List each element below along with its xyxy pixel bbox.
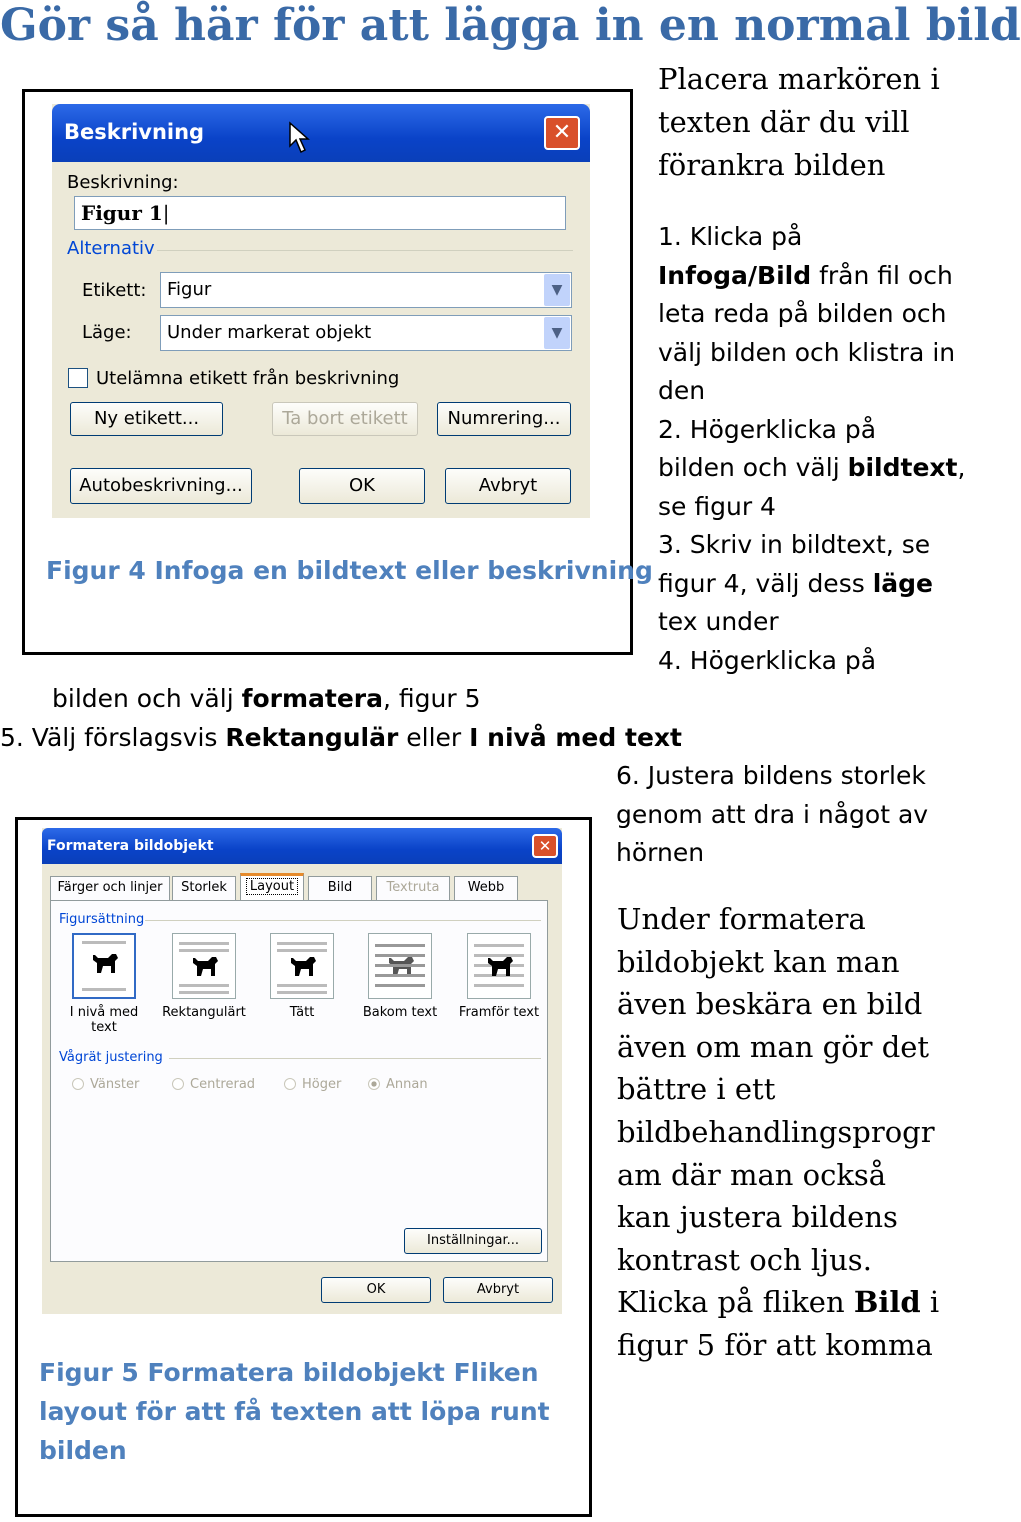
crop-line: bildobjekt kan man [617,944,900,979]
wrap-option-behind[interactable] [355,933,445,1020]
step-text: figur 4, välj dess [658,568,873,598]
behind-text-icon [368,933,432,999]
step-6-line: hörnen [616,838,705,867]
settings-button[interactable]: Inställningar... [404,1228,542,1254]
label-select-value: Figur [167,279,212,300]
tab-picture[interactable]: Bild [308,876,372,900]
keyword: I nivå med text [469,723,682,752]
step-4-line: 4. Högerklicka på [658,645,877,675]
description-input[interactable]: Figur 1| [74,196,566,230]
tab-colors-and-lines[interactable]: Färger och linjer [50,876,170,900]
keyword: läge [872,568,933,598]
caption-line: Figur 5 Formatera bildobjekt Fliken [39,1358,539,1387]
crop-line: figur 5 för att komma [617,1328,933,1362]
radio-label: Annan [386,1077,428,1092]
ok-button[interactable]: OK [299,468,425,504]
step-text: , figur 5 [383,684,481,713]
position-select[interactable] [160,315,572,351]
step-text: eller [398,723,470,752]
crop-text: i [920,1285,940,1320]
wrap-option-tight[interactable] [257,933,347,1020]
radio-icon [72,1078,84,1090]
radio-label: Höger [302,1077,342,1092]
step-5-line [0,719,682,758]
step-1-line: den [658,376,706,405]
crop-text: Klicka på fliken [617,1285,854,1320]
in-front-of-text-icon [467,933,531,999]
exclude-label-checkbox[interactable] [68,368,88,388]
wrap-option-inline[interactable] [59,933,149,1035]
step-3-line [658,565,933,604]
figure-4-caption: Figur 4 Infoga en bildtext eller beskrivning [46,556,653,585]
dialog-titlebar [52,104,590,162]
page-heading: Gör så här för att lägga in en normal bild [0,0,1021,51]
options-group-label: Alternativ [67,238,155,259]
crop-line: bättre i ett [617,1072,776,1107]
tab-textbox[interactable]: Textruta [376,876,450,900]
step-1-line: 1. Klicka på [658,222,803,251]
radio-icon [368,1078,380,1090]
exclude-label-text: Utelämna etikett från beskrivning [96,368,400,389]
wrap-option-label: Framför text [458,1005,540,1020]
step-text: bilden och välj [658,453,848,482]
new-label-button[interactable]: Ny etikett... [70,402,223,436]
step-text: 5. Välj förslagsvis [0,723,226,752]
crop-line: även om man gör det [617,1029,930,1064]
keyword: formatera [241,684,383,713]
description-value: Figur 1 [81,201,163,225]
dialog-title: Beskrivning [64,120,205,144]
numbering-button[interactable]: Numrering... [437,402,571,436]
mouse-cursor-icon [288,122,310,154]
close-button[interactable]: ✕ [532,834,558,858]
keyword: bildtext [847,453,958,482]
caption-line: layout för att få texten att löpa runt [39,1397,550,1426]
tab-size[interactable]: Storlek [172,876,236,900]
step-3-line: 3. Skriv in bildtext, se [658,530,931,559]
chevron-down-icon[interactable]: ▼ [544,274,570,306]
step-1-line [658,257,953,296]
wrap-group-label: Figursättning [59,912,145,927]
step-2-line: se figur 4 [658,491,776,521]
intro-line: texten där du vill [658,105,910,139]
cancel-button[interactable]: Avbryt [445,468,571,504]
label-label: Etikett: [82,280,147,301]
intro-line: Placera markören i [658,62,940,96]
crop-line [617,1281,939,1324]
crop-line: även beskära en bild [617,987,923,1022]
tab-layout-label: Layout [246,878,298,895]
align-center-radio[interactable] [172,1077,255,1092]
crop-line: Under formatera [617,902,866,936]
step-6-line: 6. Justera bildens storlek [616,761,926,790]
align-left-radio[interactable] [72,1077,139,1092]
crop-line: bildbehandlingsprogr [617,1115,935,1149]
step-text: , [957,453,966,482]
step-1-line: leta reda på bilden och [658,299,947,328]
description-label: Beskrivning: [67,172,179,193]
label-select[interactable] [160,272,572,308]
position-label: Läge: [82,322,132,343]
cancel-button[interactable]: Avbryt [443,1277,553,1303]
wrap-option-square[interactable] [159,933,249,1020]
keyword: Rektangulär [225,723,399,752]
step-2-line [658,449,965,488]
align-other-radio[interactable] [368,1077,428,1092]
step-text: från fil och [811,260,953,290]
menu-path: Infoga/Bild [658,260,812,290]
square-wrap-icon [172,933,236,999]
tab-web[interactable]: Webb [454,876,518,900]
radio-icon [284,1078,296,1090]
crop-line: am där man också [617,1157,887,1192]
chevron-down-icon[interactable]: ▼ [544,317,570,349]
dialog-titlebar [42,828,562,864]
caption-line: bilden [39,1436,127,1465]
ok-button[interactable]: OK [321,1277,431,1303]
group-divider [157,250,573,251]
radio-label: Vänster [90,1077,140,1092]
autocaption-button[interactable]: Autobeskrivning... [70,468,252,504]
wrap-option-label: Tätt [289,1005,315,1020]
align-right-radio[interactable] [284,1077,341,1092]
wrap-option-label: Rektangulärt [162,1005,246,1020]
figure-5-caption [39,1353,550,1470]
radio-label: Centrerad [190,1077,256,1092]
step-3-line: tex under [658,607,779,636]
step-2-line: 2. Högerklicka på [658,414,877,444]
step-4-line [52,680,481,719]
group-divider [145,920,541,921]
step-1-line: välj bilden och klistra in [658,337,956,367]
crop-line: kan justera bildens [617,1200,898,1235]
keyword: Bild [853,1285,921,1320]
inline-wrap-icon [72,933,136,999]
intro-paragraph [658,58,940,187]
group-divider [169,1058,541,1059]
radio-icon [172,1078,184,1090]
wrap-option-in-front[interactable] [454,933,544,1020]
step-6-line: genom att dra i något av [616,799,929,829]
position-select-value: Under markerat objekt [167,322,372,343]
wrap-option-label: I nivå med text [69,1005,139,1035]
format-picture-dialog [42,828,562,1314]
tight-wrap-icon [270,933,334,999]
intro-line: förankra bilden [658,148,886,182]
step-text: bilden och välj [52,684,242,713]
tab-strip [50,876,554,900]
crop-line: kontrast och ljus. [617,1242,872,1277]
delete-label-button[interactable]: Ta bort etikett [272,402,418,436]
wrap-option-label: Bakom text [362,1005,438,1020]
tab-layout[interactable] [240,873,304,901]
caption-dialog [52,104,590,518]
dialog-title: Formatera bildobjekt [47,838,214,854]
close-button[interactable]: ✕ [544,116,580,150]
horizontal-alignment-label: Vågrät justering [59,1050,163,1065]
